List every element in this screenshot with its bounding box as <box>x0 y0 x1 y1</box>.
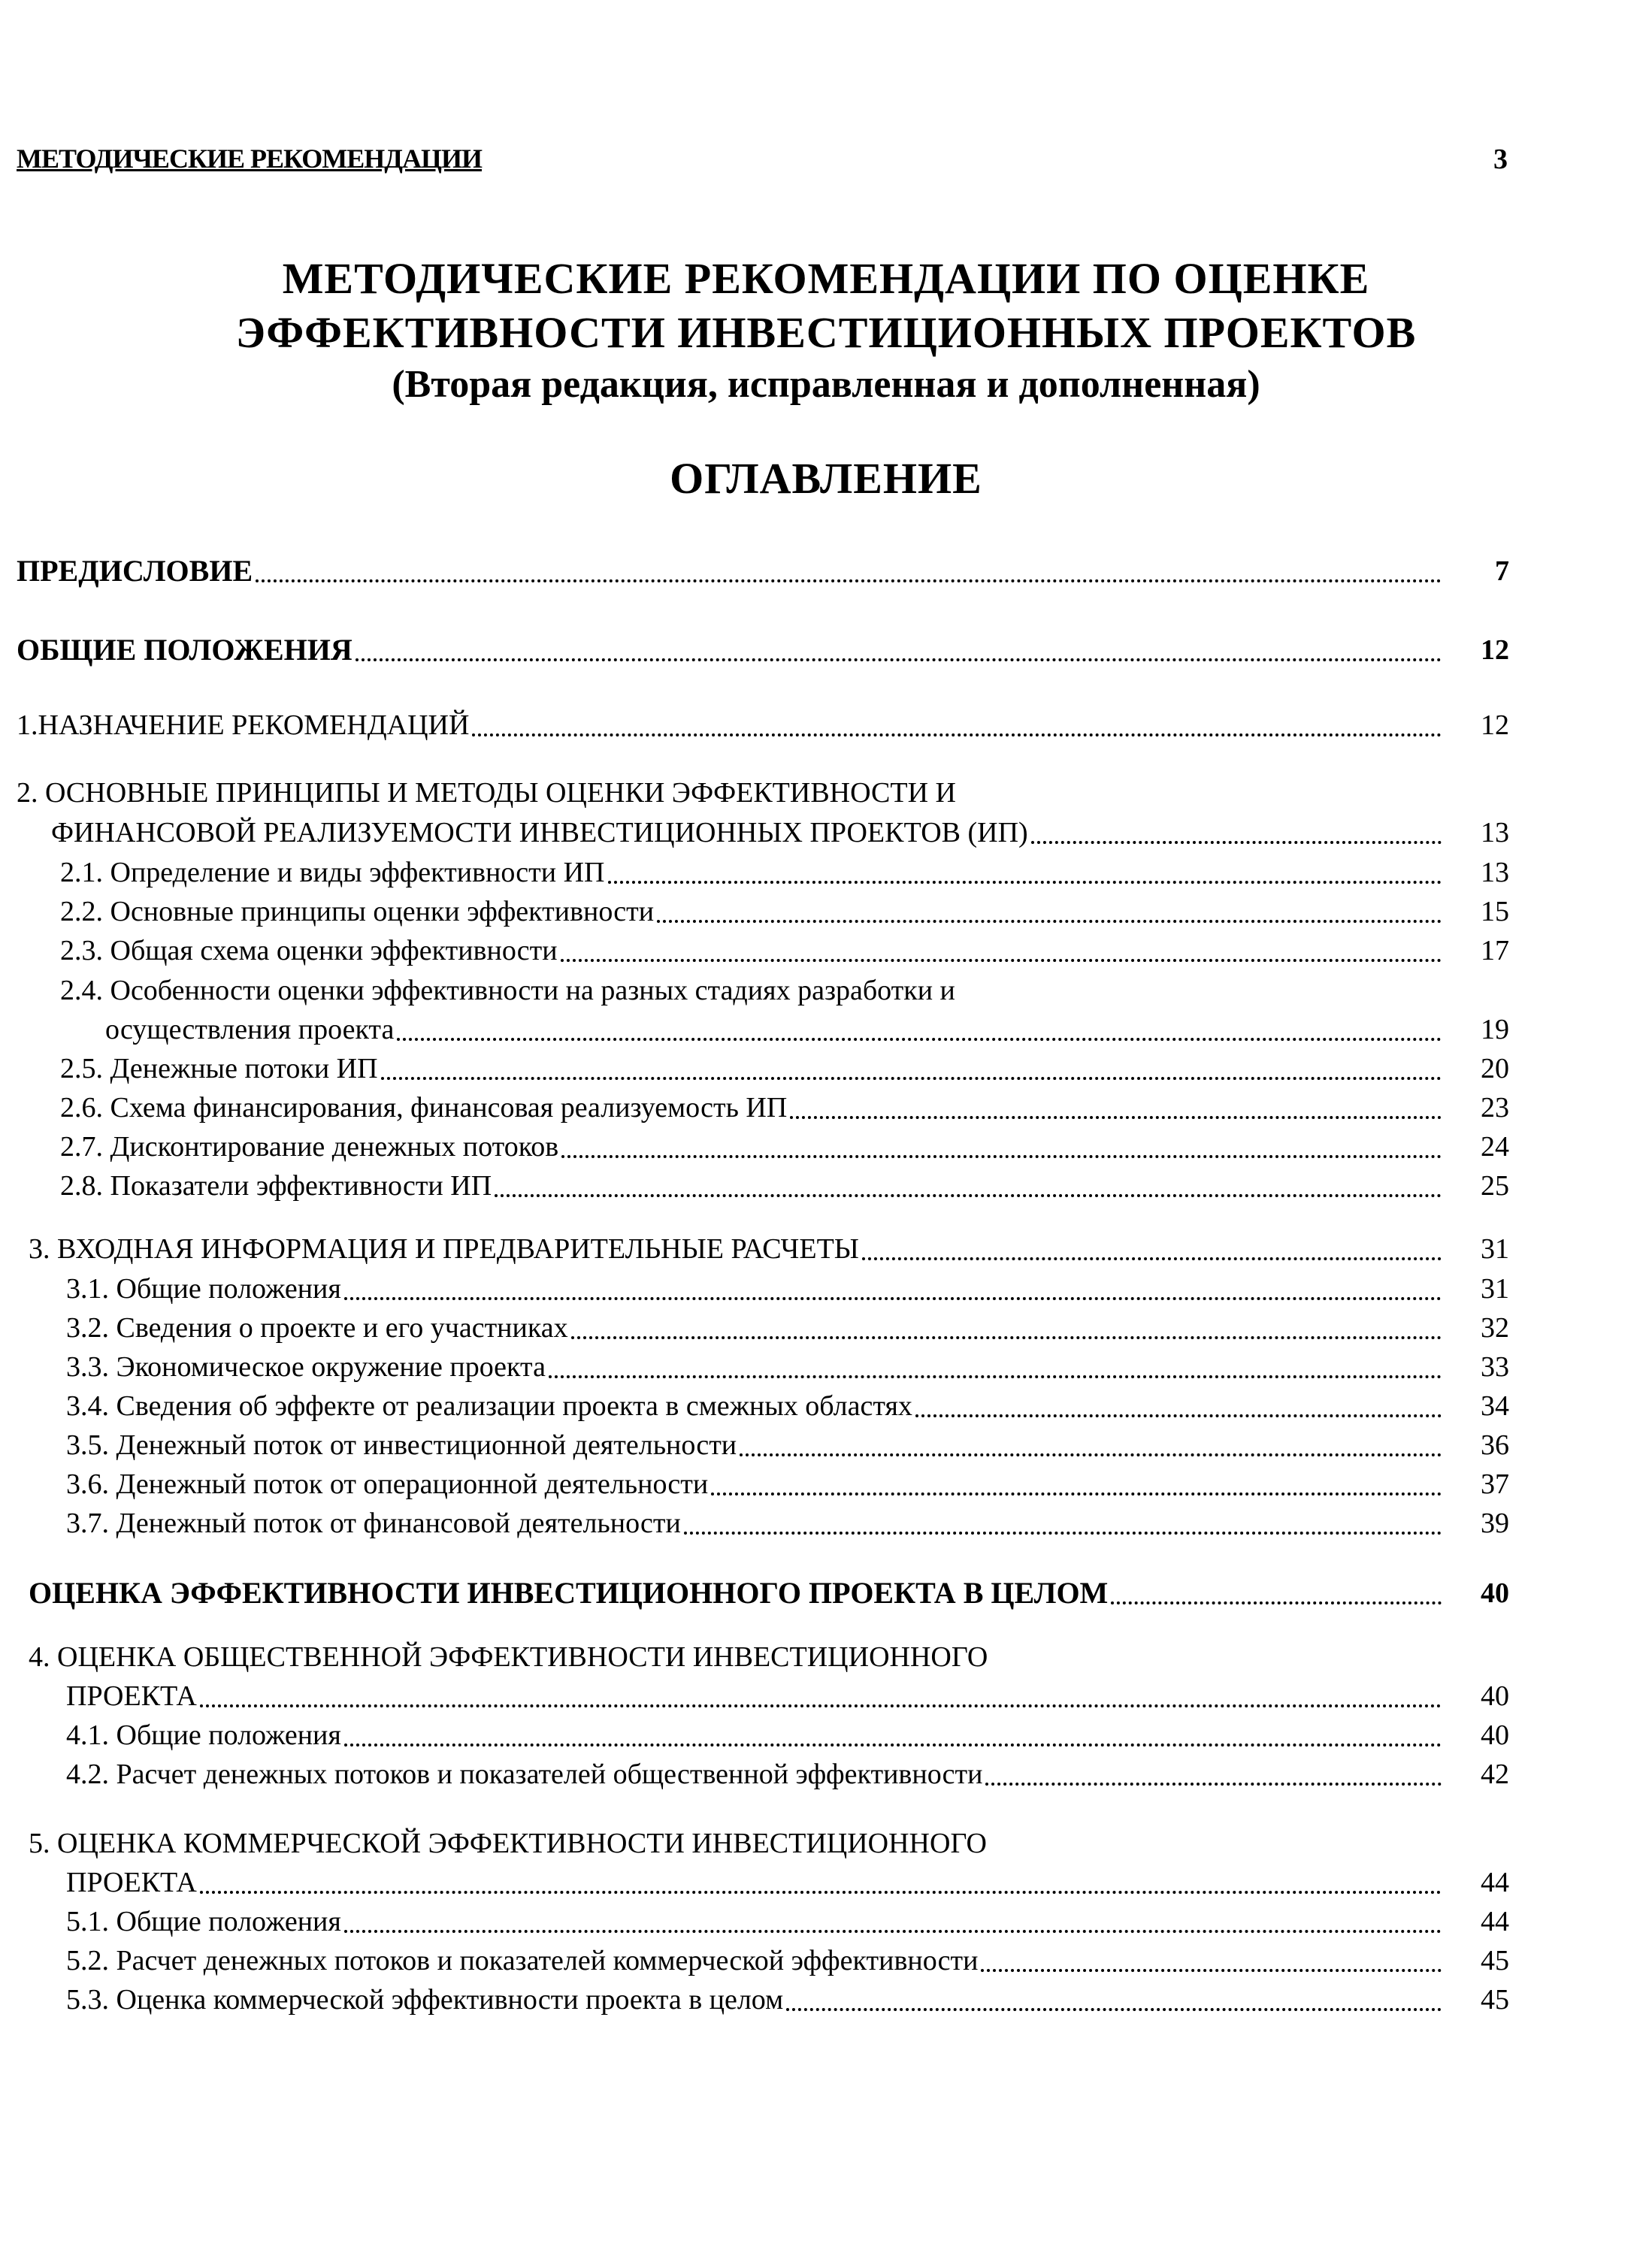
toc-entry-3-4[interactable] <box>66 1387 1445 1425</box>
toc-entry-2-4-line1[interactable]: 2.4. Особенности оценки эффективности на разных стадиях разработки и <box>60 975 955 1006</box>
dot-leader <box>684 1531 1442 1535</box>
toc-page-number: 15 <box>1481 896 1509 927</box>
toc-entry-label: 5.3. Оценка коммерческой эффективности проекта в целом <box>66 1984 784 2016</box>
toc-page-number: 42 <box>1481 1759 1509 1790</box>
toc-entry-label: 2.5. Денежные потоки ИП <box>60 1053 378 1084</box>
dot-leader <box>740 1453 1442 1456</box>
toc-entry-4-2[interactable] <box>66 1756 1445 1793</box>
toc-entry-5-3[interactable] <box>66 1981 1445 2019</box>
toc-entry-2-8[interactable] <box>60 1167 1445 1205</box>
toc-entry-label: 3.2. Сведения о проекте и его участниках <box>66 1312 568 1344</box>
dot-leader <box>495 1193 1442 1197</box>
toc-entry-label: 2.6. Схема финансирования, финансовая реализуемость ИП <box>60 1092 788 1124</box>
dot-leader <box>549 1375 1442 1378</box>
toc-page-number: 45 <box>1481 1945 1509 1976</box>
toc-page-number: 40 <box>1481 1719 1509 1751</box>
dot-leader <box>344 1743 1442 1747</box>
dot-leader <box>561 1154 1442 1158</box>
toc-entry-3-3[interactable] <box>66 1348 1445 1386</box>
toc-entry-label: 2.1. Определение и виды эффективности ИП <box>60 857 605 888</box>
toc-entry-label: 2.2. Основные принципы оценки эффективности <box>60 896 655 927</box>
toc-page-number: 31 <box>1481 1233 1509 1265</box>
dot-leader <box>786 2007 1442 2011</box>
dot-leader <box>561 958 1442 962</box>
toc-entry-section-4[interactable] <box>66 1677 1445 1715</box>
dot-leader <box>915 1414 1442 1417</box>
toc-page-number: 12 <box>1481 709 1509 741</box>
toc-entry-label: ПРОЕКТА <box>66 1680 197 1712</box>
toc-entry-label: 3. ВХОДНАЯ ИНФОРМАЦИЯ И ПРЕДВАРИТЕЛЬНЫЕ РАСЧЕТЫ <box>29 1233 859 1265</box>
toc-entry-2-6[interactable] <box>60 1089 1445 1127</box>
toc-entry-label: 2.7. Дисконтирование денежных потоков <box>60 1131 559 1163</box>
toc-entry-general[interactable] <box>17 631 1445 669</box>
dot-leader <box>790 1115 1442 1119</box>
toc-page-number: 13 <box>1481 817 1509 848</box>
toc-page-number: 45 <box>1481 1984 1509 2016</box>
toc-entry-label: 1.НАЗНАЧЕНИЕ РЕКОМЕНДАЦИЙ <box>17 709 470 741</box>
toc-entry-label: ОБЩИЕ ПОЛОЖЕНИЯ <box>17 633 352 667</box>
dot-leader <box>862 1257 1442 1260</box>
running-head: МЕТОДИЧЕСКИЕ РЕКОМЕНДАЦИИ <box>17 144 483 174</box>
toc-entry-label: ПРЕДИСЛОВИЕ <box>17 554 253 588</box>
toc-page-number: 44 <box>1481 1906 1509 1937</box>
toc-page-number: 20 <box>1481 1053 1509 1084</box>
dot-leader <box>344 1296 1442 1300</box>
toc-page-number: 40 <box>1481 1577 1509 1609</box>
toc-entry-label: 3.3. Экономическое окружение проекта <box>66 1351 546 1383</box>
dot-leader <box>200 1704 1442 1707</box>
title-line-2: ЭФФЕКТИВНОСТИ ИНВЕСТИЦИОННЫХ ПРОЕКТОВ <box>235 308 1417 357</box>
toc-entry-label: 3.1. Общие положения <box>66 1273 341 1305</box>
dot-leader <box>356 658 1442 661</box>
toc-entry-label: ФИНАНСОВОЙ РЕАЛИЗУЕМОСТИ ИНВЕСТИЦИОННЫХ ПРОЕКТОВ (ИП) <box>51 817 1028 848</box>
dot-leader <box>981 1968 1442 1972</box>
dot-leader <box>200 1890 1442 1894</box>
toc-entry-2-4[interactable] <box>105 1011 1445 1048</box>
toc-entry-label: 2.8. Показатели эффективности ИП <box>60 1170 492 1202</box>
toc-entry-label: ПРОЕКТА <box>66 1867 197 1898</box>
toc-entry-section-4-line1[interactable]: 4. ОЦЕНКА ОБЩЕСТВЕННОЙ ЭФФЕКТИВНОСТИ ИНВЕСТИЦИОННОГО <box>29 1641 988 1673</box>
dot-leader <box>256 579 1442 582</box>
document-subtitle: (Вторая редакция, исправленная и дополненная) <box>392 363 1260 406</box>
toc-page-number: 34 <box>1481 1390 1509 1422</box>
toc-entry-section-2[interactable] <box>51 814 1445 851</box>
toc-entry-label: ОЦЕНКА ЭФФЕКТИВНОСТИ ИНВЕСТИЦИОННОГО ПРОЕКТА В ЦЕЛОМ <box>29 1576 1109 1610</box>
toc-entry-label: 3.4. Сведения об эффекте от реализации проекта в смежных областях <box>66 1390 912 1422</box>
toc-entry-label: 4.2. Расчет денежных потоков и показателей общественной эффективности <box>66 1759 983 1790</box>
toc-entry-5-2[interactable] <box>66 1942 1445 1979</box>
toc-entry-label: 4.1. Общие положения <box>66 1719 341 1751</box>
toc-page-number: 37 <box>1481 1468 1509 1500</box>
dot-leader <box>1031 840 1442 844</box>
toc-page-number: 25 <box>1481 1170 1509 1202</box>
toc-page-number: 12 <box>1481 634 1509 666</box>
toc-page-number: 7 <box>1495 555 1509 587</box>
toc-entry-label: 3.6. Денежный поток от операционной деятельности <box>66 1468 709 1500</box>
toc-entry-2-7[interactable] <box>60 1128 1445 1166</box>
toc-entry-3-5[interactable] <box>66 1426 1445 1464</box>
title-line-1: МЕТОДИЧЕСКИЕ РЕКОМЕНДАЦИИ ПО ОЦЕНКЕ <box>282 254 1370 303</box>
toc-page-number: 31 <box>1481 1273 1509 1305</box>
toc-entry-section-1[interactable] <box>17 706 1445 744</box>
page-number: 3 <box>1493 144 1508 175</box>
toc-page-number: 17 <box>1481 935 1509 966</box>
toc-page-number: 40 <box>1481 1680 1509 1712</box>
toc-entry-3-2[interactable] <box>66 1309 1445 1347</box>
dot-leader <box>657 919 1442 923</box>
toc-entry-section-3[interactable] <box>29 1230 1445 1268</box>
toc-page-number: 33 <box>1481 1351 1509 1383</box>
dot-leader <box>1111 1601 1442 1604</box>
dot-leader <box>397 1037 1442 1041</box>
dot-leader <box>344 1929 1442 1933</box>
toc-entry-section-2-line1[interactable]: 2. ОСНОВНЫЕ ПРИНЦИПЫ И МЕТОДЫ ОЦЕНКИ ЭФФЕКТИВНОСТИ И <box>17 777 956 809</box>
dot-leader <box>472 733 1442 736</box>
toc-entry-label: 5.1. Общие положения <box>66 1906 341 1937</box>
toc-entry-preface[interactable] <box>17 552 1445 590</box>
toc-entry-label: 3.5. Денежный поток от инвестиционной деятельности <box>66 1429 737 1461</box>
toc-entry-4-1[interactable] <box>66 1716 1445 1754</box>
toc-entry-5-1[interactable] <box>66 1903 1445 1940</box>
dot-leader <box>985 1782 1442 1786</box>
toc-entry-label: 2.3. Общая схема оценки эффективности <box>60 935 558 966</box>
toc-page-number: 19 <box>1481 1014 1509 1045</box>
toc-entry-3-6[interactable] <box>66 1465 1445 1503</box>
toc-entry-2-1[interactable] <box>60 854 1445 891</box>
toc-page-number: 32 <box>1481 1312 1509 1344</box>
toc-page-number: 39 <box>1481 1508 1509 1539</box>
toc-entry-3-7[interactable] <box>66 1505 1445 1542</box>
toc-page-number: 36 <box>1481 1429 1509 1461</box>
toc-entry-whole-project[interactable] <box>29 1574 1445 1612</box>
toc-entry-2-5[interactable] <box>60 1050 1445 1087</box>
toc-entry-label: осуществления проекта <box>105 1014 395 1045</box>
toc-entry-2-2[interactable] <box>60 893 1445 930</box>
dot-leader <box>571 1335 1442 1339</box>
toc-page-number: 23 <box>1481 1092 1509 1124</box>
dot-leader <box>608 880 1442 884</box>
toc-entry-section-5[interactable] <box>66 1864 1445 1901</box>
toc-entry-2-3[interactable] <box>60 932 1445 969</box>
toc-page-number: 44 <box>1481 1867 1509 1898</box>
toc-heading: ОГЛАВЛЕНИЕ <box>670 454 982 503</box>
toc-entry-label: 5.2. Расчет денежных потоков и показателей коммерческой эффективности <box>66 1945 979 1976</box>
dot-leader <box>381 1076 1442 1080</box>
toc-page-number: 24 <box>1481 1131 1509 1163</box>
dot-leader <box>711 1492 1442 1496</box>
toc-entry-label: 3.7. Денежный поток от финансовой деятельности <box>66 1508 681 1539</box>
toc-entry-section-5-line1[interactable]: 5. ОЦЕНКА КОММЕРЧЕСКОЙ ЭФФЕКТИВНОСТИ ИНВЕСТИЦИОННОГО <box>29 1828 987 1859</box>
toc-page-number: 13 <box>1481 857 1509 888</box>
toc-entry-3-1[interactable] <box>66 1270 1445 1308</box>
